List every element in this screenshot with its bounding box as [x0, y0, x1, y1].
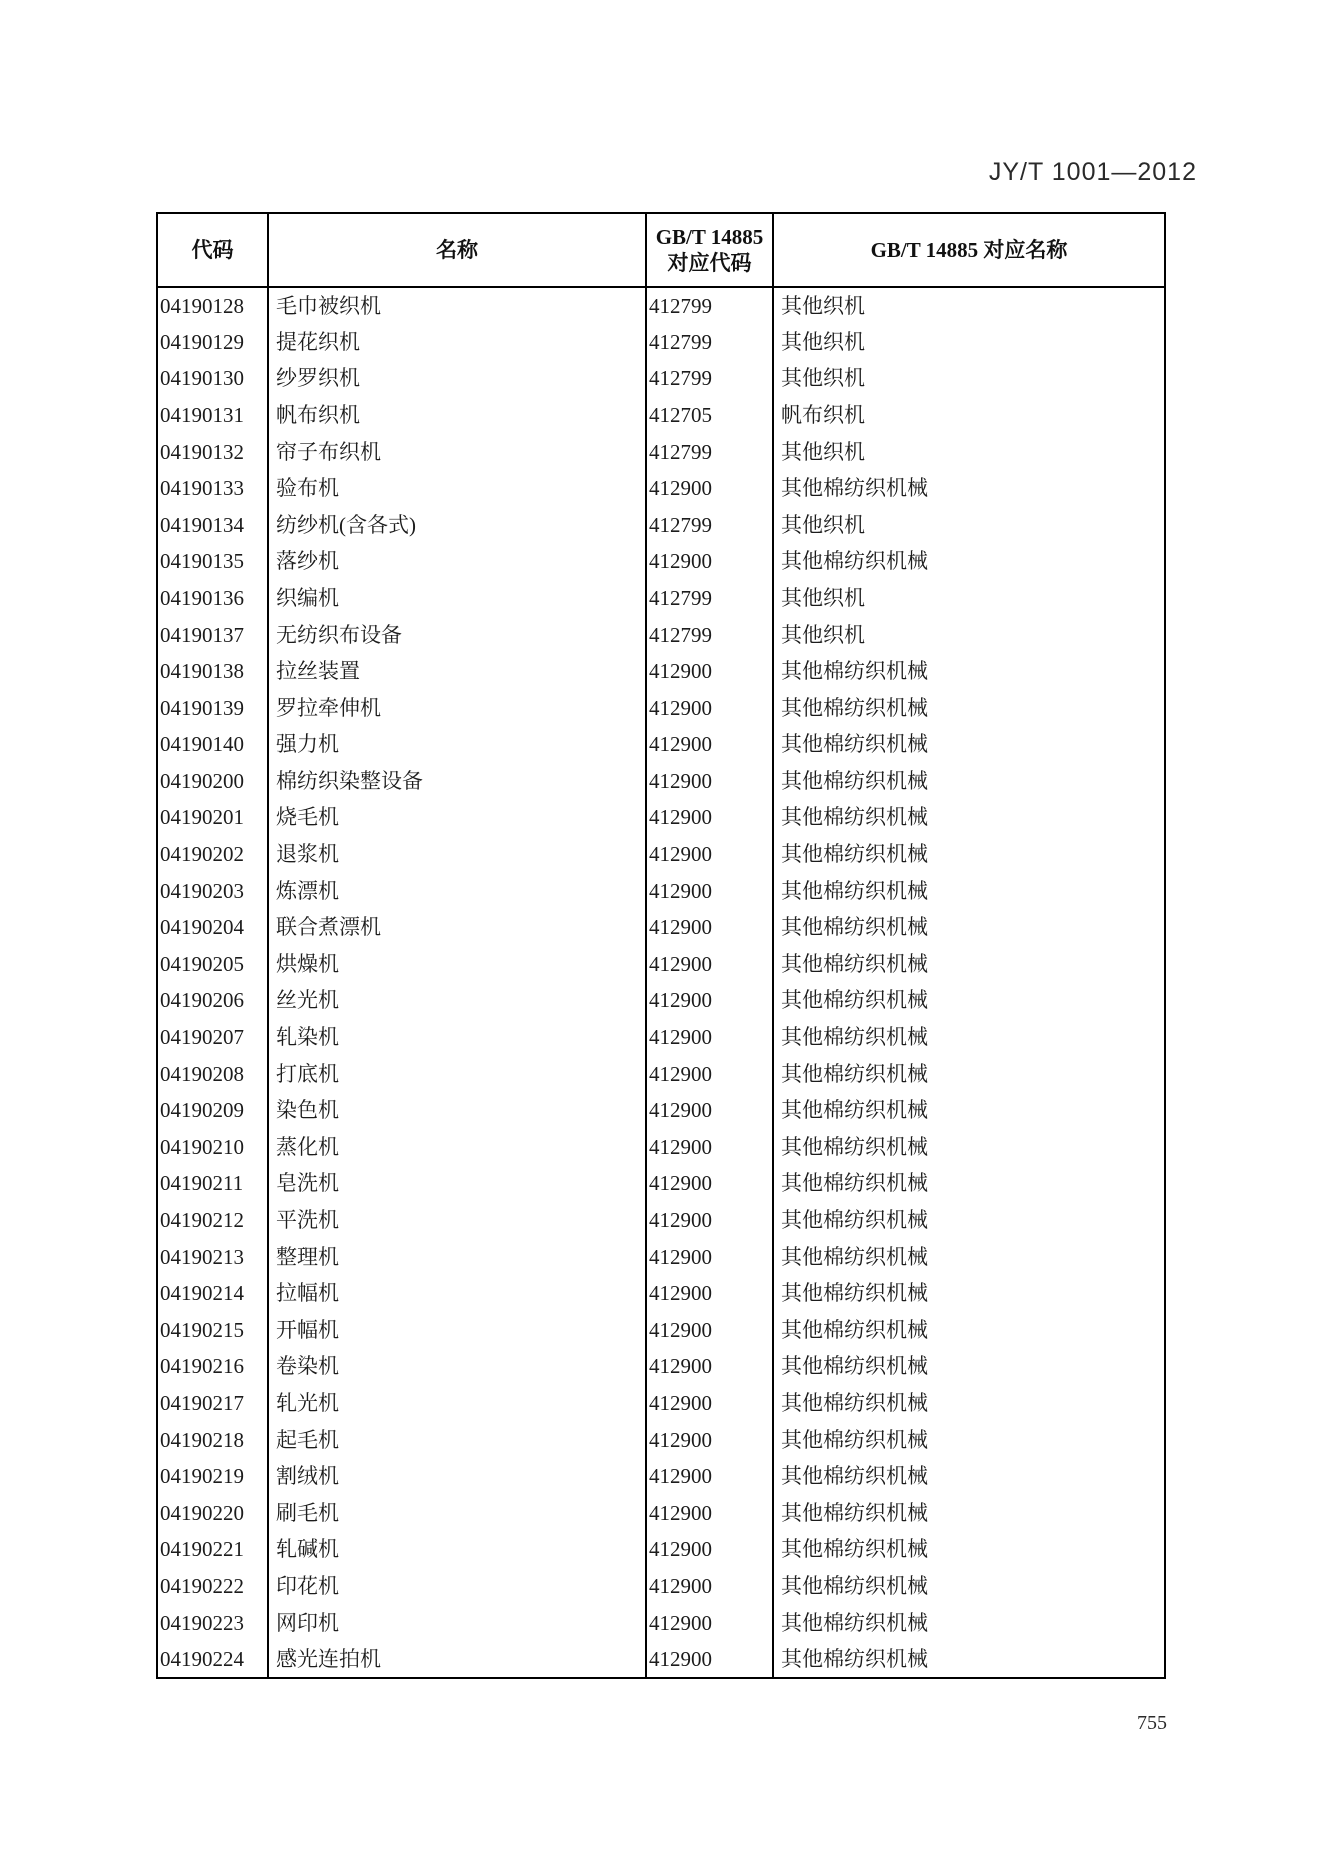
cell-gbt-code: 412900	[646, 799, 773, 836]
table-row	[157, 1495, 1165, 1532]
cell-code: 04190136	[157, 580, 268, 617]
cell-gbt-name: 其他棉纺织机械	[773, 1202, 1165, 1239]
cell-code: 04190220	[157, 1495, 268, 1532]
cell-gbt-code: 412900	[646, 1458, 773, 1495]
cell-gbt-name: 其他织机	[773, 616, 1165, 653]
cell-gbt-name: 其他棉纺织机械	[773, 1421, 1165, 1458]
table-row	[157, 1385, 1165, 1422]
cell-name: 棉纺织染整设备	[268, 763, 646, 800]
cell-gbt-code: 412900	[646, 1092, 773, 1129]
cell-code: 04190222	[157, 1568, 268, 1605]
cell-gbt-code: 412900	[646, 1129, 773, 1166]
cell-code: 04190206	[157, 982, 268, 1019]
cell-gbt-code: 412900	[646, 1568, 773, 1605]
cell-name: 退浆机	[268, 836, 646, 873]
cell-code: 04190139	[157, 690, 268, 727]
table-row	[157, 1458, 1165, 1495]
table-row	[157, 1055, 1165, 1092]
cell-gbt-name: 其他棉纺织机械	[773, 1458, 1165, 1495]
cell-name: 轧光机	[268, 1385, 646, 1422]
header-gbt-name: GB/T 14885 对应名称	[773, 213, 1165, 287]
table-row	[157, 433, 1165, 470]
cell-name: 整理机	[268, 1238, 646, 1275]
cell-code: 04190224	[157, 1641, 268, 1678]
cell-code: 04190214	[157, 1275, 268, 1312]
cell-code: 04190212	[157, 1202, 268, 1239]
cell-name: 毛巾被织机	[268, 287, 646, 324]
code-mapping-table	[156, 212, 1166, 1679]
cell-gbt-name: 其他棉纺织机械	[773, 982, 1165, 1019]
cell-name: 烧毛机	[268, 799, 646, 836]
cell-gbt-code: 412799	[646, 616, 773, 653]
cell-name: 起毛机	[268, 1421, 646, 1458]
cell-code: 04190138	[157, 653, 268, 690]
cell-gbt-name: 其他棉纺织机械	[773, 799, 1165, 836]
cell-name: 纱罗织机	[268, 360, 646, 397]
cell-gbt-code: 412900	[646, 1531, 773, 1568]
page-number: 755	[1137, 1712, 1167, 1734]
cell-gbt-code: 412900	[646, 470, 773, 507]
cell-name: 落纱机	[268, 543, 646, 580]
header-gbt-code	[646, 213, 773, 287]
table-row	[157, 1092, 1165, 1129]
cell-name: 无纺织布设备	[268, 616, 646, 653]
cell-code: 04190208	[157, 1055, 268, 1092]
cell-gbt-name: 其他棉纺织机械	[773, 690, 1165, 727]
cell-gbt-code: 412900	[646, 763, 773, 800]
cell-code: 04190128	[157, 287, 268, 324]
cell-gbt-name: 其他织机	[773, 360, 1165, 397]
cell-gbt-code: 412900	[646, 1421, 773, 1458]
cell-gbt-name: 其他织机	[773, 433, 1165, 470]
table-row	[157, 470, 1165, 507]
cell-gbt-name: 其他棉纺织机械	[773, 1165, 1165, 1202]
cell-code: 04190215	[157, 1312, 268, 1349]
cell-code: 04190201	[157, 799, 268, 836]
cell-gbt-name: 其他棉纺织机械	[773, 1019, 1165, 1056]
cell-gbt-name: 其他棉纺织机械	[773, 470, 1165, 507]
cell-code: 04190131	[157, 397, 268, 434]
cell-gbt-code: 412799	[646, 324, 773, 361]
table-row	[157, 799, 1165, 836]
cell-code: 04190217	[157, 1385, 268, 1422]
cell-gbt-code: 412900	[646, 1055, 773, 1092]
cell-name: 刷毛机	[268, 1495, 646, 1532]
table-row	[157, 763, 1165, 800]
cell-code: 04190219	[157, 1458, 268, 1495]
cell-code: 04190134	[157, 507, 268, 544]
cell-gbt-code: 412900	[646, 1019, 773, 1056]
cell-gbt-code: 412900	[646, 1202, 773, 1239]
cell-gbt-name: 其他棉纺织机械	[773, 1641, 1165, 1678]
table-row	[157, 1531, 1165, 1568]
cell-gbt-code: 412900	[646, 726, 773, 763]
cell-name: 网印机	[268, 1604, 646, 1641]
cell-gbt-code: 412705	[646, 397, 773, 434]
cell-code: 04190221	[157, 1531, 268, 1568]
table-row	[157, 1421, 1165, 1458]
cell-gbt-name: 其他棉纺织机械	[773, 726, 1165, 763]
cell-name: 炼漂机	[268, 873, 646, 910]
cell-code: 04190204	[157, 909, 268, 946]
cell-name: 皂洗机	[268, 1165, 646, 1202]
cell-name: 强力机	[268, 726, 646, 763]
cell-gbt-name: 其他织机	[773, 580, 1165, 617]
header-name: 名称	[268, 213, 646, 287]
cell-name: 感光连拍机	[268, 1641, 646, 1678]
cell-name: 平洗机	[268, 1202, 646, 1239]
cell-gbt-name: 其他棉纺织机械	[773, 763, 1165, 800]
cell-code: 04190137	[157, 616, 268, 653]
cell-gbt-code: 412900	[646, 836, 773, 873]
cell-gbt-code: 412799	[646, 507, 773, 544]
cell-code: 04190133	[157, 470, 268, 507]
table-row	[157, 1275, 1165, 1312]
cell-gbt-code: 412900	[646, 543, 773, 580]
cell-gbt-code: 412900	[646, 1238, 773, 1275]
cell-code: 04190140	[157, 726, 268, 763]
cell-code: 04190203	[157, 873, 268, 910]
table-row	[157, 690, 1165, 727]
cell-gbt-name: 其他棉纺织机械	[773, 1348, 1165, 1385]
table-row	[157, 1165, 1165, 1202]
cell-name: 烘燥机	[268, 946, 646, 983]
cell-gbt-code: 412799	[646, 433, 773, 470]
header-gbt-code-line1: GB/T 14885	[655, 224, 764, 249]
cell-name: 染色机	[268, 1092, 646, 1129]
header-code: 代码	[157, 213, 268, 287]
cell-gbt-code: 412900	[646, 982, 773, 1019]
cell-name: 卷染机	[268, 1348, 646, 1385]
table-header-row	[157, 213, 1165, 287]
cell-gbt-name: 其他棉纺织机械	[773, 653, 1165, 690]
cell-gbt-name: 其他棉纺织机械	[773, 1238, 1165, 1275]
table-row	[157, 653, 1165, 690]
cell-code: 04190132	[157, 433, 268, 470]
header-gbt-code-line2: 对应代码	[667, 251, 752, 275]
cell-name: 轧碱机	[268, 1531, 646, 1568]
cell-code: 04190202	[157, 836, 268, 873]
cell-gbt-code: 412900	[646, 1165, 773, 1202]
cell-gbt-name: 其他棉纺织机械	[773, 1531, 1165, 1568]
table-row	[157, 1129, 1165, 1166]
cell-name: 帘子布织机	[268, 433, 646, 470]
cell-name: 联合煮漂机	[268, 909, 646, 946]
cell-code: 04190211	[157, 1165, 268, 1202]
cell-code: 04190223	[157, 1604, 268, 1641]
table-row	[157, 909, 1165, 946]
table-row	[157, 982, 1165, 1019]
cell-name: 拉幅机	[268, 1275, 646, 1312]
cell-name: 轧染机	[268, 1019, 646, 1056]
cell-gbt-name: 其他棉纺织机械	[773, 1385, 1165, 1422]
cell-name: 割绒机	[268, 1458, 646, 1495]
cell-gbt-code: 412900	[646, 1604, 773, 1641]
table-row	[157, 1312, 1165, 1349]
cell-name: 打底机	[268, 1055, 646, 1092]
cell-gbt-code: 412900	[646, 1385, 773, 1422]
table-row	[157, 1641, 1165, 1678]
cell-name: 验布机	[268, 470, 646, 507]
table-row	[157, 836, 1165, 873]
table-row	[157, 946, 1165, 983]
cell-gbt-name: 其他棉纺织机械	[773, 909, 1165, 946]
cell-gbt-code: 412900	[646, 909, 773, 946]
cell-code: 04190218	[157, 1421, 268, 1458]
cell-gbt-name: 其他棉纺织机械	[773, 946, 1165, 983]
table-row	[157, 360, 1165, 397]
cell-code: 04190210	[157, 1129, 268, 1166]
cell-gbt-name: 其他棉纺织机械	[773, 1092, 1165, 1129]
table-row	[157, 873, 1165, 910]
cell-gbt-code: 412900	[646, 653, 773, 690]
cell-gbt-name: 其他棉纺织机械	[773, 1495, 1165, 1532]
cell-code: 04190129	[157, 324, 268, 361]
cell-name: 罗拉牵伸机	[268, 690, 646, 727]
cell-gbt-code: 412900	[646, 1348, 773, 1385]
table-row	[157, 726, 1165, 763]
table-row	[157, 1019, 1165, 1056]
cell-code: 04190135	[157, 543, 268, 580]
cell-code: 04190200	[157, 763, 268, 800]
cell-gbt-code: 412900	[646, 946, 773, 983]
cell-gbt-name: 其他织机	[773, 324, 1165, 361]
cell-name: 丝光机	[268, 982, 646, 1019]
cell-gbt-name: 其他棉纺织机械	[773, 1055, 1165, 1092]
cell-gbt-name: 其他棉纺织机械	[773, 836, 1165, 873]
cell-code: 04190130	[157, 360, 268, 397]
table-row	[157, 1568, 1165, 1605]
cell-gbt-code: 412799	[646, 287, 773, 324]
table-row	[157, 324, 1165, 361]
cell-gbt-name: 其他棉纺织机械	[773, 1275, 1165, 1312]
cell-code: 04190209	[157, 1092, 268, 1129]
cell-gbt-code: 412900	[646, 1312, 773, 1349]
cell-name: 拉丝装置	[268, 653, 646, 690]
cell-name: 提花织机	[268, 324, 646, 361]
cell-gbt-code: 412900	[646, 873, 773, 910]
cell-gbt-name: 其他织机	[773, 287, 1165, 324]
table-row	[157, 507, 1165, 544]
cell-gbt-name: 其他棉纺织机械	[773, 543, 1165, 580]
cell-gbt-code: 412900	[646, 1275, 773, 1312]
cell-name: 织编机	[268, 580, 646, 617]
table-row	[157, 287, 1165, 324]
cell-gbt-name: 其他棉纺织机械	[773, 1312, 1165, 1349]
cell-name: 印花机	[268, 1568, 646, 1605]
table-row	[157, 1202, 1165, 1239]
table-row	[157, 616, 1165, 653]
cell-code: 04190205	[157, 946, 268, 983]
cell-gbt-name: 其他棉纺织机械	[773, 1129, 1165, 1166]
cell-gbt-name: 其他棉纺织机械	[773, 1568, 1165, 1605]
table-row	[157, 580, 1165, 617]
cell-gbt-name: 其他织机	[773, 507, 1165, 544]
table-row	[157, 543, 1165, 580]
cell-name: 帆布织机	[268, 397, 646, 434]
cell-gbt-code: 412799	[646, 360, 773, 397]
cell-gbt-name: 其他棉纺织机械	[773, 1604, 1165, 1641]
table-row	[157, 1604, 1165, 1641]
cell-gbt-code: 412900	[646, 1641, 773, 1678]
cell-name: 蒸化机	[268, 1129, 646, 1166]
cell-code: 04190207	[157, 1019, 268, 1056]
cell-gbt-code: 412799	[646, 580, 773, 617]
cell-code: 04190213	[157, 1238, 268, 1275]
cell-name: 开幅机	[268, 1312, 646, 1349]
cell-name: 纺纱机(含各式)	[268, 507, 646, 544]
cell-code: 04190216	[157, 1348, 268, 1385]
standard-code-header: JY/T 1001—2012	[988, 158, 1197, 186]
table-row	[157, 1348, 1165, 1385]
cell-gbt-name: 帆布织机	[773, 397, 1165, 434]
table-row	[157, 397, 1165, 434]
cell-gbt-name: 其他棉纺织机械	[773, 873, 1165, 910]
cell-gbt-code: 412900	[646, 690, 773, 727]
table-row	[157, 1238, 1165, 1275]
cell-gbt-code: 412900	[646, 1495, 773, 1532]
